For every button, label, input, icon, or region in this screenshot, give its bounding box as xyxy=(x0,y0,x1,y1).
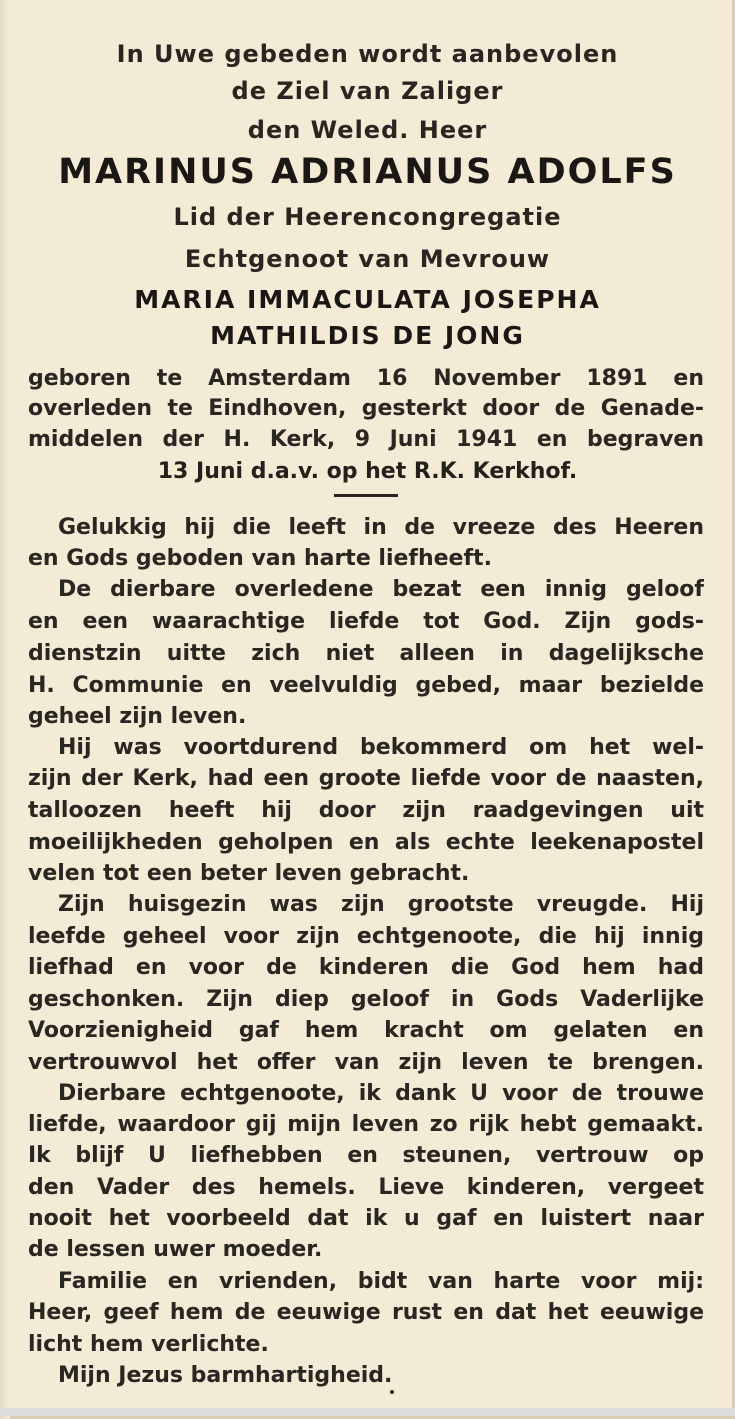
body-line-18: vertrouwvol het offer van zijn leven te brengen. xyxy=(28,1050,704,1075)
body-line-9: zijn der Kerk, had een groote liefde voor de naasten, xyxy=(28,766,704,791)
deceased-role: Lid der Heerencongregatie xyxy=(173,203,562,231)
body-line-11: moeilijkheden geholpen en als echte leekenapostel xyxy=(28,830,704,855)
body-line-14: leefde geheel voor zijn echtgenoote, die hij innig xyxy=(28,924,704,949)
body-line-16: geschonken. Zijn diep geloof in Gods Vaderlijke xyxy=(28,987,704,1012)
header-line-3: den Weled. Heer xyxy=(247,116,488,144)
body-line-20: liefde, waardoor gij mijn leven zo rijk hebt gemaakt. xyxy=(28,1112,704,1137)
body-line-24: de lessen uwer moeder. xyxy=(28,1237,323,1262)
bio-line-1: geboren te Amsterdam 16 November 1891 en xyxy=(28,366,704,391)
body-line-26: Heer, geef hem de eeuwige rust en dat het eeuwige xyxy=(28,1300,704,1325)
body-line-22: den Vader des hemels. Lieve kinderen, vergeet xyxy=(28,1175,704,1200)
bio-line-3: middelen der H. Kerk, 9 Juni 1941 en begraven xyxy=(28,427,704,452)
bio-line-2: overleden te Eindhoven, gesterkt door de Genade- xyxy=(28,396,704,421)
body-line-8: Hij was voortdurend bekommerd om het wel- xyxy=(58,735,704,760)
body-line-3: De dierbare overledene bezat een innig geloof xyxy=(58,577,704,602)
spouse-intro: Echtgenoot van Mevrouw xyxy=(184,245,551,273)
header-line-2: de Ziel van Zaliger xyxy=(231,77,504,105)
bottom-border xyxy=(0,1408,735,1416)
spouse-name-line-1: MARIA IMMACULATA JOSEPHA xyxy=(134,285,601,314)
body-line-23: nooit het voorbeeld dat ik u gaf en luistert naar xyxy=(28,1206,704,1231)
body-line-15: liefhad en voor de kinderen die God hem had xyxy=(28,955,704,980)
body-line-13: Zijn huisgezin was zijn grootste vreugde. Hij xyxy=(58,892,704,917)
body-line-21: Ik blijf U liefhebben en steunen, vertrouw op xyxy=(28,1143,704,1168)
body-line-6: H. Communie en veelvuldig gebed, maar bezielde xyxy=(28,673,704,698)
spouse-name-line-2: MATHILDIS DE JONG xyxy=(210,321,525,350)
body-line-12: velen tot een beter leven gebracht. xyxy=(28,861,470,886)
body-line-7: geheel zijn leven. xyxy=(28,704,247,729)
body-line-4: en een waarachtige liefde tot God. Zijn gods- xyxy=(28,609,704,634)
body-line-1: Gelukkig hij die leeft in de vreeze des Heeren xyxy=(58,515,704,540)
body-line-5: dienstzin uitte zich niet alleen in dagelijksche xyxy=(28,641,704,666)
header-line-1: In Uwe gebeden wordt aanbevolen xyxy=(116,40,619,68)
body-line-10: talloozen heeft hij door zijn raadgevingen uit xyxy=(28,798,704,823)
bio-line-4: 13 Juni d.a.v. op het R.K. Kerkhof. xyxy=(157,459,578,484)
body-line-2: en Gods geboden van harte liefheeft. xyxy=(28,546,492,571)
body-line-17: Voorzienigheid gaf hem kracht om gelaten en xyxy=(28,1018,704,1043)
body-line-25: Familie en vrienden, bidt van harte voor mij: xyxy=(58,1269,704,1294)
deceased-name: MARINUS ADRIANUS ADOLFS xyxy=(58,152,677,192)
ornament-dot xyxy=(390,1390,394,1394)
divider-rule xyxy=(334,494,398,497)
body-line-28: Mijn Jezus barmhartigheid. xyxy=(58,1363,393,1388)
body-line-19: Dierbare echtgenoote, ik dank U voor de trouwe xyxy=(58,1081,704,1106)
body-line-27: licht hem verlichte. xyxy=(28,1332,269,1357)
